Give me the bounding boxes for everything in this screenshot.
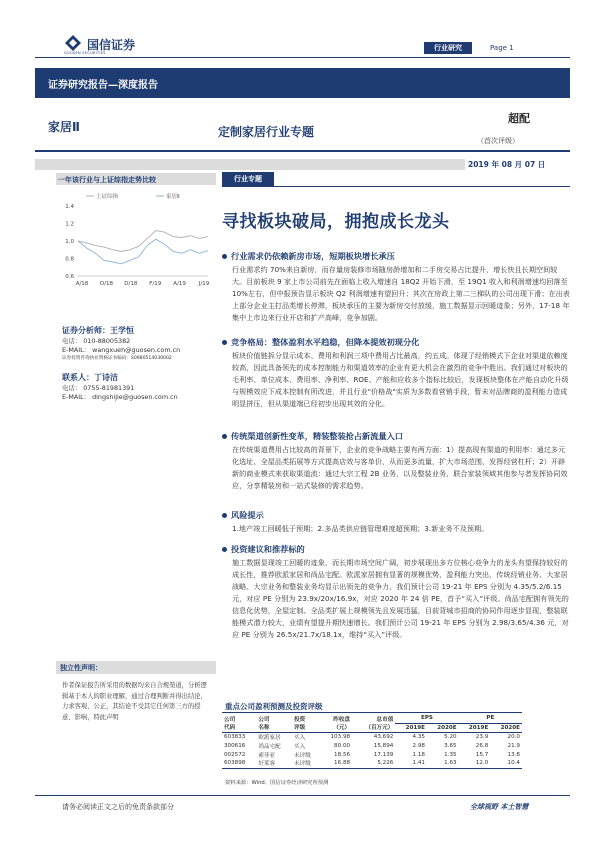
- analyst-cert: 证券投资咨询执业资格证书编码：S0980514030002: [62, 356, 172, 361]
- th-eps-y2: 2020E: [437, 724, 457, 731]
- cell: 17,139: [373, 751, 394, 758]
- section-text: 行业需求约 70%来自新房，而存量房装修市场随房龄增加和二手房交易占比提升，增长快且长期空间较大。目前板块 9 家上市公司前先在面临上收入增速自 18Q2 开始下滑，至 19Q1 收入和利润增速均回落至 10%左右，但中报预告显示板块 Q2 利润增速有望回升；其次在房政上第二三梯队的公司出现下滑；在出表上部分企业主打品类增长停滞，板块承压的主要为新房交付放缓，施工数据显示回暖迹象；另外，17-18 年集中上市边来行业开店和扩产高峰，竞争加剧。: [232, 265, 570, 322]
- cell: 买入: [294, 743, 306, 750]
- logo-icon: [64, 34, 82, 52]
- chart-title: 一年该行业与上证综指走势比较: [58, 176, 156, 184]
- cell: 未评级: [294, 761, 311, 768]
- cell: 21.9: [507, 742, 520, 749]
- cell: 23.9: [475, 733, 489, 740]
- cell: 603833: [224, 733, 246, 740]
- disclaimer-title: 独立性声明：: [60, 664, 102, 672]
- th-pe-y2: 2020E: [500, 724, 520, 731]
- cell: 买入: [294, 734, 306, 741]
- y-tick-label: 0.8: [65, 256, 74, 263]
- y-tick-label: 1.2: [65, 221, 74, 228]
- cell: 未评级: [294, 752, 311, 759]
- industry-name: 家居Ⅱ: [48, 120, 80, 134]
- rating: 超配: [508, 112, 530, 125]
- cell: 16.88: [334, 760, 351, 767]
- table-source: 资料来源：Wind、国信证券经济研究所预测: [225, 780, 329, 786]
- section-text: 1.地产竣工回暖低于预期；2.多品类供应链管理难度超预期；3.新业务不及预期。: [232, 524, 489, 533]
- footer-slogan: 全球视野 本土智慧: [470, 803, 529, 811]
- footer-divider: [35, 795, 570, 796]
- cell: 1.35: [444, 751, 457, 758]
- th-cap: 总市值: [376, 716, 394, 723]
- doc-type-badge: 行业研究: [424, 42, 472, 54]
- cell: 43,692: [373, 733, 394, 740]
- section-heading: [222, 510, 570, 521]
- company-logo: [64, 34, 154, 58]
- analyst-block: [62, 318, 212, 402]
- headline: 寻找板块破局，拥抱成长龙头: [222, 212, 450, 232]
- y-tick-label: 1.4: [65, 204, 74, 210]
- th-name: 公司: [258, 716, 270, 723]
- th-cap-2: （百万元）: [365, 725, 394, 732]
- th-eps-y1: 2019E: [405, 724, 425, 731]
- cell: 尚品宅配: [258, 743, 281, 750]
- report-type-title: 证券研究报告—深度报告: [48, 80, 158, 91]
- section-heading: [222, 431, 570, 442]
- cell: 3.65: [444, 742, 457, 749]
- table-top-rule: [222, 712, 522, 713]
- cell: 18.56: [334, 751, 351, 758]
- x-tick-label: D/18: [124, 281, 138, 287]
- section-heading-text: 传统渠道创新性变革，精装整装抢占新流量入口: [231, 431, 403, 441]
- section-4: [222, 510, 570, 535]
- table-row: [222, 750, 522, 759]
- disclaimer-text: 作者保证报告所采用的数据均来自合规渠道，分析逻辑基于本人的职业理解，通过合理判断并得出结论，力求客观、公正，其结论不受其它任何第三方的授意、影响，特此声明: [62, 682, 207, 721]
- bullet-icon: [222, 513, 227, 518]
- table-title: 重点公司盈利预测及投资评级: [225, 702, 323, 711]
- logo-text: 国信证券: [87, 38, 136, 52]
- section-text: 在传统渠道费用占比较高的背景下，企业的竞争战略主要有两方面：1）提高现有渠道的利用率：通过多元化选址、全屋品类拓展等方式提高店效与客单价，从而更多流量，扩大市场范围，发挥经营杠杆；2）开辟新的商业模式来获取渠道流：通过大宗工程 2B 业务，以及整装业务，联合家装领域其他参与者发挥协同效应，分享精装房和一站式装修的需求趋势。: [232, 445, 568, 490]
- contact-email: E-MAIL： dingshijie@guosen.com.cn: [62, 393, 178, 401]
- legend-label-b: 家居Ⅱ: [166, 194, 180, 200]
- section-heading-text: 竞争格局：整体盈利水平趋稳，但降本提效初现分化: [231, 337, 420, 347]
- cell: 20.0: [507, 733, 520, 740]
- cell: 300616: [224, 742, 246, 749]
- section-heading-text: 投资建议和推荐标的: [231, 544, 305, 554]
- cell: 1.18: [412, 751, 425, 758]
- section-3: [222, 431, 570, 492]
- contact-name: 丁诗洁: [94, 373, 118, 382]
- x-tick-label: A/19: [173, 281, 186, 287]
- cell: 1.63: [444, 760, 457, 767]
- section-text: 施工数据显现竣工回暖的迹象，而长期市场空间广阔，初步展现出多方位核心竞争力的龙头有望保持较好的成长性，推荐欧派家居和尚品宅配。欧派家居拥有显著的规模优势，盈利能力突出，传统经销业务、大家居战略、大宗业务和整装业务均显示出领先的竞争力，我们预计公司 19-21 年 EPS 分别为 4.35/5.2/6.15 元，对应 PE 分别为 23.9x/20x/16.9x，对应 2020 年 24 倍 PE，首予“买入”评级。尚品宅配拥有领先的信息化优势，全屋定制、全品类扩展上规模领先且发展迅猛，目前背城市招商的协同作用逐步显现，整装联能模式潜力较大，业绩有望提升期快速增长。我们预计公司 19-21 年 EPS 分别为 2.98/3.65/4.36 元，对应 PE 分别为 26.5x/21.7x/18.1x，维持“买入”评级。: [232, 558, 569, 639]
- contact-role: 联系人：: [62, 373, 94, 382]
- section-heading: [222, 337, 570, 348]
- bullet-icon: [222, 340, 227, 345]
- section-text: 板块价值链拆分显示成本、费用和利润三项中费用占比最高，约五成。体现了经销模式下企业对渠道依赖度较高，因此具备领先的成本控制能力和渠道效率的企业有更大机会在激烈的竞争中胜出。我们通过对板块的毛利率、单位成本、费用率、净利率、ROE、产能和应收多个指标比较后，发现板块整体在产能自动化升级与规模效应下成本控制有所改进，并且行业"价格战"实质为多数看营销手段，暂未对品牌商的盈利能力造成明显拼压，但从渠道端已经初步出现其效的分化。: [232, 351, 569, 408]
- page-number: Page 1: [490, 44, 514, 52]
- cell: 80.00: [334, 742, 351, 749]
- cell: 603898: [224, 760, 246, 767]
- cell: 2.98: [412, 742, 425, 749]
- date-band: [35, 159, 465, 170]
- table-header-row: [222, 714, 522, 723]
- trend-chart-svg: [56, 190, 216, 295]
- x-tick-label: O/18: [99, 281, 113, 287]
- title-divider: [35, 150, 570, 152]
- analyst-role: 证券分析师：: [62, 326, 110, 335]
- cell: 好莱客: [258, 761, 276, 768]
- y-tick-label: 1.0: [65, 239, 74, 245]
- y-tick-label: 0.6: [65, 274, 74, 280]
- cell: 10.4: [507, 760, 520, 767]
- th-close-2: （元）: [333, 725, 351, 732]
- footer-disclaimer: 请务必阅读正文之后的免责条款部分: [62, 803, 174, 811]
- analyst-name: 王学恒: [110, 326, 134, 335]
- section-heading-text: 风险提示: [231, 510, 264, 520]
- table-row: [222, 732, 522, 741]
- bullet-icon: [222, 547, 227, 552]
- analyst-email: E-MAIL： wangxueh@guosen.com.cn: [62, 346, 181, 354]
- rating-note: （首次评级）: [477, 137, 519, 145]
- x-tick-label: J/19: [198, 281, 210, 287]
- cell: 13.8: [507, 751, 520, 758]
- section-heading: [222, 251, 570, 262]
- th-pe: PE: [459, 714, 522, 723]
- contact-phone: 电话： 0755-81981391: [62, 384, 135, 392]
- th-code: 公司: [224, 716, 236, 723]
- series-line-1: [78, 231, 208, 252]
- trend-chart: [56, 190, 216, 295]
- forecast-table: [222, 714, 522, 769]
- table-header-row: [222, 723, 522, 732]
- cell: 1.41: [412, 760, 425, 767]
- section-heading-text: 行业需求仍依赖新房市场，短期板块增长承压: [231, 251, 395, 261]
- th-pe-y1: 2019E: [468, 724, 489, 731]
- th-eps: EPS: [395, 714, 458, 723]
- th-rating-2: 评级: [294, 725, 306, 732]
- cell: 索菲亚: [258, 752, 276, 759]
- cell: 002572: [224, 751, 246, 758]
- th-code-2: 代码: [224, 725, 236, 732]
- report-date: 2019 年 08 月 07 日: [468, 160, 546, 169]
- header-divider: [35, 57, 570, 58]
- logo-subtext: GUOSEN SECURITIES: [64, 51, 106, 55]
- cell: 103.98: [330, 733, 351, 740]
- tag-divider: [222, 186, 570, 187]
- cell: 15.7: [475, 751, 489, 758]
- bullet-icon: [222, 254, 227, 259]
- th-name-2: 名称: [258, 725, 270, 732]
- cell: 5,226: [377, 760, 394, 767]
- topic-tag: 行业专题: [222, 172, 274, 186]
- cell: 15,894: [373, 742, 394, 749]
- analyst-phone: 电话： 010-88005382: [62, 337, 131, 345]
- section-1: [222, 251, 570, 324]
- cell: 4.35: [412, 733, 425, 740]
- x-tick-label: F/19: [149, 281, 162, 287]
- th-close: 昨收盘: [333, 716, 351, 723]
- legend-label-a: 上证综指: [96, 194, 119, 200]
- cell: 5.20: [444, 733, 457, 740]
- cell: 欧派家居: [258, 734, 281, 741]
- section-2: [222, 337, 570, 410]
- cell: 26.8: [475, 742, 489, 749]
- report-topic: 定制家居行业专题: [218, 125, 315, 139]
- table-row: [222, 759, 522, 768]
- table-row: [222, 741, 522, 750]
- th-rating: 投资: [294, 716, 306, 723]
- x-tick-label: A/18: [75, 281, 89, 287]
- bullet-icon: [222, 434, 227, 439]
- section-5: [222, 544, 570, 641]
- section-heading: [222, 544, 570, 555]
- cell: 12.0: [475, 760, 489, 767]
